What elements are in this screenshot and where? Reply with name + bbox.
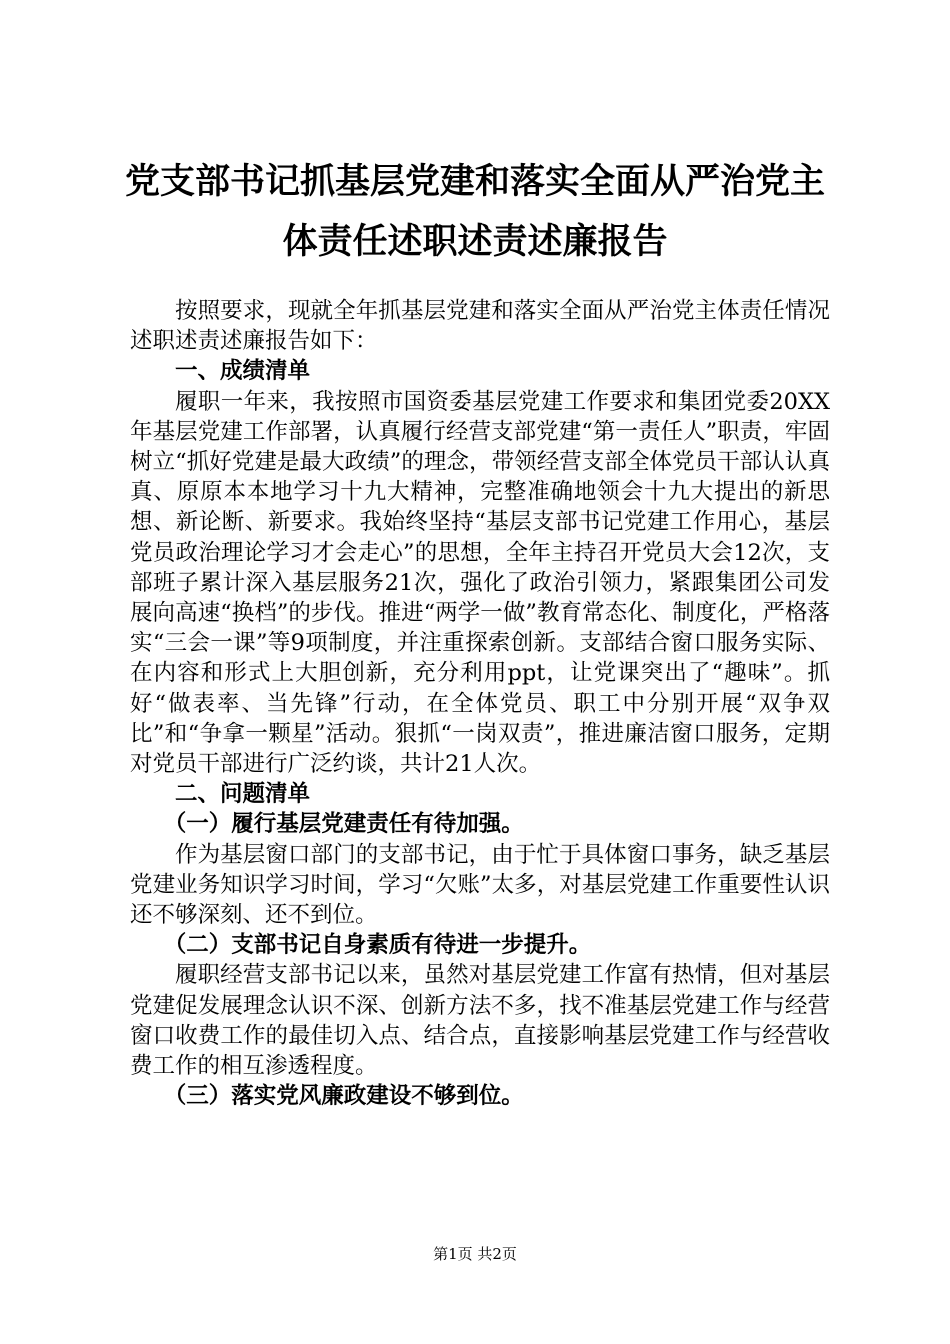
achievements-paragraph: 履职一年来，我按照市国资委基层党建工作要求和集团党委20XX年基层党建工作部署，认真履行经营支部党建“第一责任人”职责，牢固树立“抓好党建是最大政绩”的理念，带领经营支部全体党员干部认认真真、原原本本地学习十九大精神，完整准确地领会十九大提出的新思想、新论断、新要求。我始终坚持“基层支部书记党建工作用心，基层党员政治理论学习才会走心”的思想，全年主持召开党员大会12次，支部班子累计深入基层服务21次，强化了政治引领力，紧跟集团公司发展向高速“换档”的步伐。推进“两学一做”教育常态化、制度化，严格落实“三会一课”等9项制度，并注重探索创新。支部结合窗口服务实际、在内容和形式上大胆创新，充分利用ppt，让党课突出了“趣味”。抓好“做表率、当先锋”行动，在全体党员、职工中分别开展“双争双比”和“争拿一颗星”活动。狠抓“一岗双责”，推进廉洁窗口服务，定期对党员干部进行广泛约谈，共计21人次。 — [130, 388, 830, 778]
document-title-line-2: 体责任述职述责述廉报告 — [282, 222, 668, 262]
problem-paragraph-1: 作为基层窗口部门的支部书记，由于忙于具体窗口事务，缺乏基层党建业务知识学习时间，学习“欠账”太多，对基层党建工作重要性认识还不够深刻、还不到位。 — [130, 841, 830, 929]
problem-paragraph-2: 履职经营支部书记以来，虽然对基层党建工作富有热情，但对基层党建促发展理念认识不深、创新方法不多，找不准基层党建工作与经营窗口收费工作的最佳切入点、结合点，直接影响基层党建工作与经营收费工作的相互渗透程度。 — [130, 962, 830, 1080]
intro-paragraph: 按照要求，现就全年抓基层党建和落实全面从严治党主体责任情况述职述责述廉报告如下： — [130, 298, 830, 355]
problem-heading-2: （二）支部书记自身素质有待进一步提升。 — [163, 932, 592, 959]
page-footer: 第1页 共2页 — [433, 1245, 517, 1263]
section-heading-achievements: 一、成绩清单 — [175, 358, 311, 385]
problem-heading-1: （一）履行基层党建责任有待加强。 — [163, 811, 524, 838]
document-title-line-1: 党支部书记抓基层党建和落实全面从严治党主 — [124, 162, 825, 202]
document-body — [130, 296, 830, 1111]
problem-heading-3: （三）落实党风廉政建设不够到位。 — [163, 1083, 524, 1110]
section-heading-problems: 二、问题清单 — [175, 781, 311, 808]
